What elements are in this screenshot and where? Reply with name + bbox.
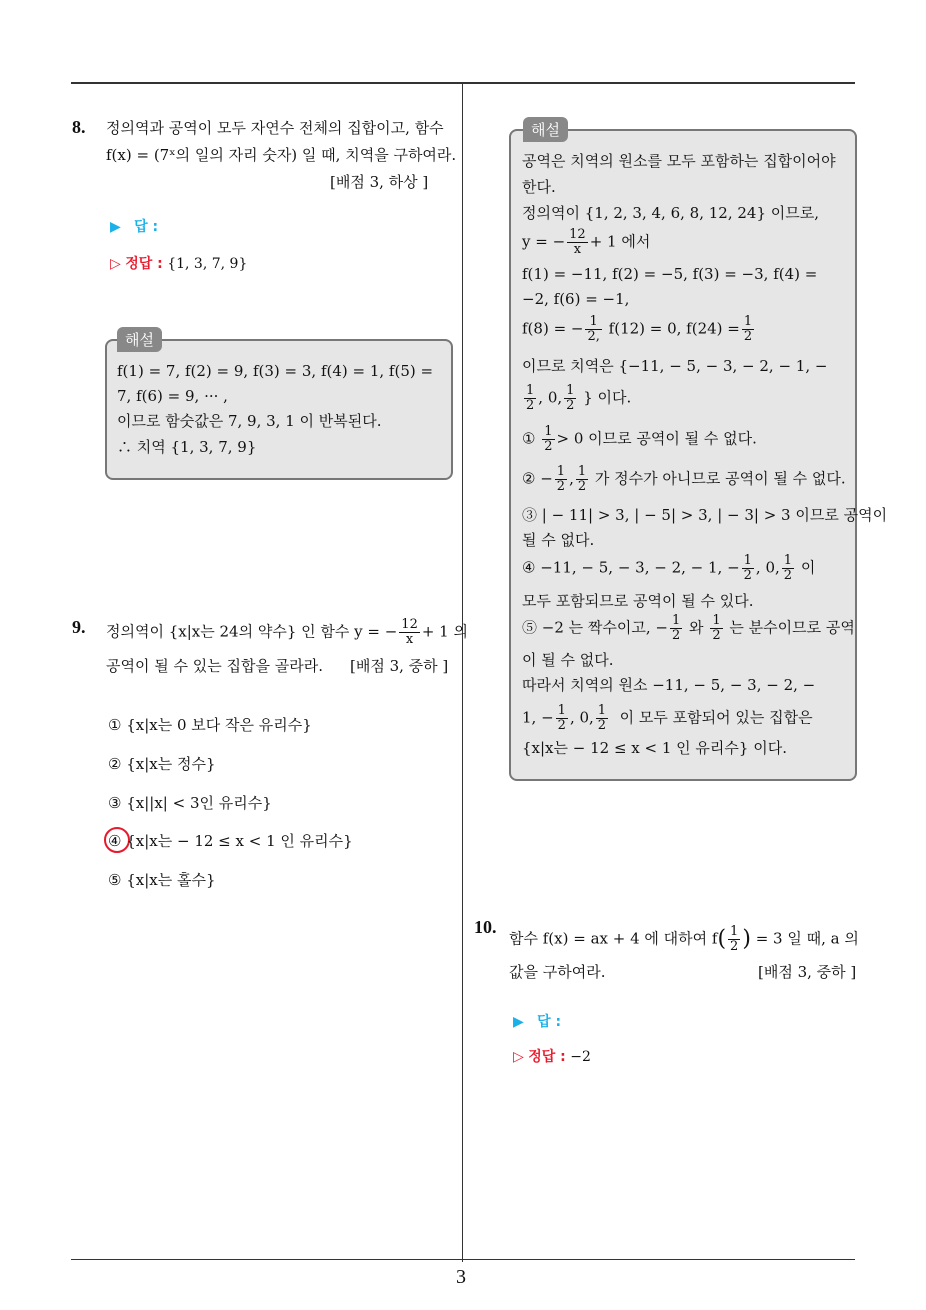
q8-text-line1: 정의역과 공역이 모두 자연수 전체의 집합이고, 함수 [106, 119, 444, 137]
q8-text-line2: f(x) = (7ˣ의 일의 자리 숫자) 일 때, 치역을 구하여라. [106, 146, 457, 164]
sol9-line19: 1, − $\frac{1}{2}$ , 0, $\frac{1}{2}$ 이 모두 포함되어 있는 집합은 [522, 703, 813, 733]
column-divider [462, 82, 463, 1262]
sol9-line4: y = − $\frac{12}{x}$ + 1 에서 [522, 227, 651, 257]
q8-answer-label: 답 : [134, 219, 159, 235]
q10-meta: [배점 3, 중하 ] [758, 963, 857, 981]
q10-answer-label: 답 : [537, 1014, 562, 1030]
q10-text-line1: 함수 f(x) = ax + 4 에 대하여 f( $\frac{1}{2}$ ) = 3 일 때, a 의 [509, 924, 859, 954]
q10-text-line2: 값을 구하여라. [509, 963, 606, 981]
q10-correct-label: 정답 : [528, 1049, 566, 1065]
q9-meta: [배점 3, 중하 ] [350, 657, 449, 675]
q8-sol-line4: ∴ 치역 {1, 3, 7, 9} [117, 438, 257, 456]
play-outline-icon: ▷ [513, 1049, 524, 1065]
sol9-line8: 이므로 치역은 {−11, − 5, − 3, − 2, − 1, − [522, 357, 828, 375]
sol9-line12: ③ | − 11| > 3, | − 5| > 3, | − 3| > 3 이므로 공역이 [522, 506, 888, 524]
sol9-line5: f(1) = −11, f(2) = −5, f(3) = −3, f(4) = [522, 265, 818, 283]
q9-choice-3[interactable]: ③ {x||x| < 3인 유리수} [108, 794, 272, 812]
q8-correct-row [110, 253, 247, 273]
q8-correct-value: {1, 3, 7, 9} [167, 256, 248, 272]
q8-solution-tag: 해설 [117, 327, 162, 352]
sol9-line7: f(8) = − $\frac{1}{2,}$ f(12) = 0, f(24) = $\frac{1}{2}$ [522, 314, 753, 344]
sol9-line17: 이 될 수 없다. [522, 651, 614, 669]
sol9-line15: 모두 포함되므로 공역이 될 수 있다. [522, 592, 754, 610]
sol9-line14: ④ −11, − 5, − 3, − 2, − 1, − $\frac{1}{2}$ , 0, $\frac{1}{2}$ 이 [522, 553, 816, 583]
sol9-line1: 공역은 치역의 원소를 모두 포함하는 집합이어야 [522, 152, 836, 170]
q8-sol-line2: 7, f(6) = 9, ··· , [117, 387, 228, 405]
sol9-line13: 될 수 없다. [522, 531, 595, 549]
q9-choice-4[interactable]: ④ {x|x는 − 12 ≤ x < 1 인 유리수} [108, 832, 353, 850]
q10-correct-value: −2 [570, 1049, 591, 1065]
sol9-line11: ② − $\frac{1}{2}$ , $\frac{1}{2}$ 가 정수가 아니므로 공역이 될 수 없다. [522, 464, 846, 494]
play-outline-icon: ▷ [110, 256, 121, 272]
sol9-line3: 정의역이 {1, 2, 3, 4, 6, 8, 12, 24} 이므로, [522, 204, 820, 222]
sol9-line20: {x|x는 − 12 ≤ x < 1 인 유리수} 이다. [522, 739, 787, 757]
q9-text-line1: 정의역이 {x|x는 24의 약수} 인 함수 y = − $\frac{12}{x}$ + 1 의 [106, 617, 468, 647]
q10-number: 10. [474, 917, 497, 937]
sol9-line9: $\frac{1}{2}$ , 0, $\frac{1}{2}$ } 이다. [526, 383, 632, 413]
top-rule [71, 82, 855, 84]
q9-number: 9. [72, 617, 86, 637]
q8-correct-label: 정답 : [125, 256, 163, 272]
q9-solution-tag: 해설 [523, 117, 568, 142]
sol9-line18: 따라서 치역의 원소 −11, − 5, − 3, − 2, − [522, 676, 816, 694]
sol9-line6: −2, f(6) = −1, [522, 290, 630, 308]
q9-choice-5[interactable]: ⑤ {x|x는 홀수} [108, 871, 216, 889]
q8-meta: [배점 3, 하상 ] [330, 173, 429, 191]
play-icon: ▶ [513, 1014, 524, 1030]
play-icon: ▶ [110, 219, 121, 235]
sol9-line10: ① $\frac{1}{2}$ > 0 이므로 공역이 될 수 없다. [522, 424, 757, 454]
q8-answer-row [110, 216, 158, 236]
q8-sol-line1: f(1) = 7, f(2) = 9, f(3) = 3, f(4) = 1, f(5) = [117, 362, 434, 380]
page-number: 3 [456, 1266, 466, 1288]
q9-choice-2[interactable]: ② {x|x는 정수} [108, 755, 216, 773]
q9-text-line2: 공역이 될 수 있는 집합을 골라라. [106, 657, 323, 675]
q9-choice-1[interactable]: ① {x|x는 0 보다 작은 유리수} [108, 716, 312, 734]
q8-sol-line3: 이므로 함숫값은 7, 9, 3, 1 이 반복된다. [117, 412, 382, 430]
q10-answer-row [513, 1011, 561, 1031]
sol9-line16: ⑤ −2 는 짝수이고, − $\frac{1}{2}$ 와 $\frac{1}{2}$ 는 분수이므로 공역 [522, 613, 855, 643]
q8-number: 8. [72, 117, 86, 137]
q9-fraction: $\frac{12}{x}$ [401, 617, 418, 647]
sol9-line2: 한다. [522, 178, 556, 196]
q10-correct-row [513, 1046, 591, 1066]
bottom-rule [71, 1259, 855, 1260]
